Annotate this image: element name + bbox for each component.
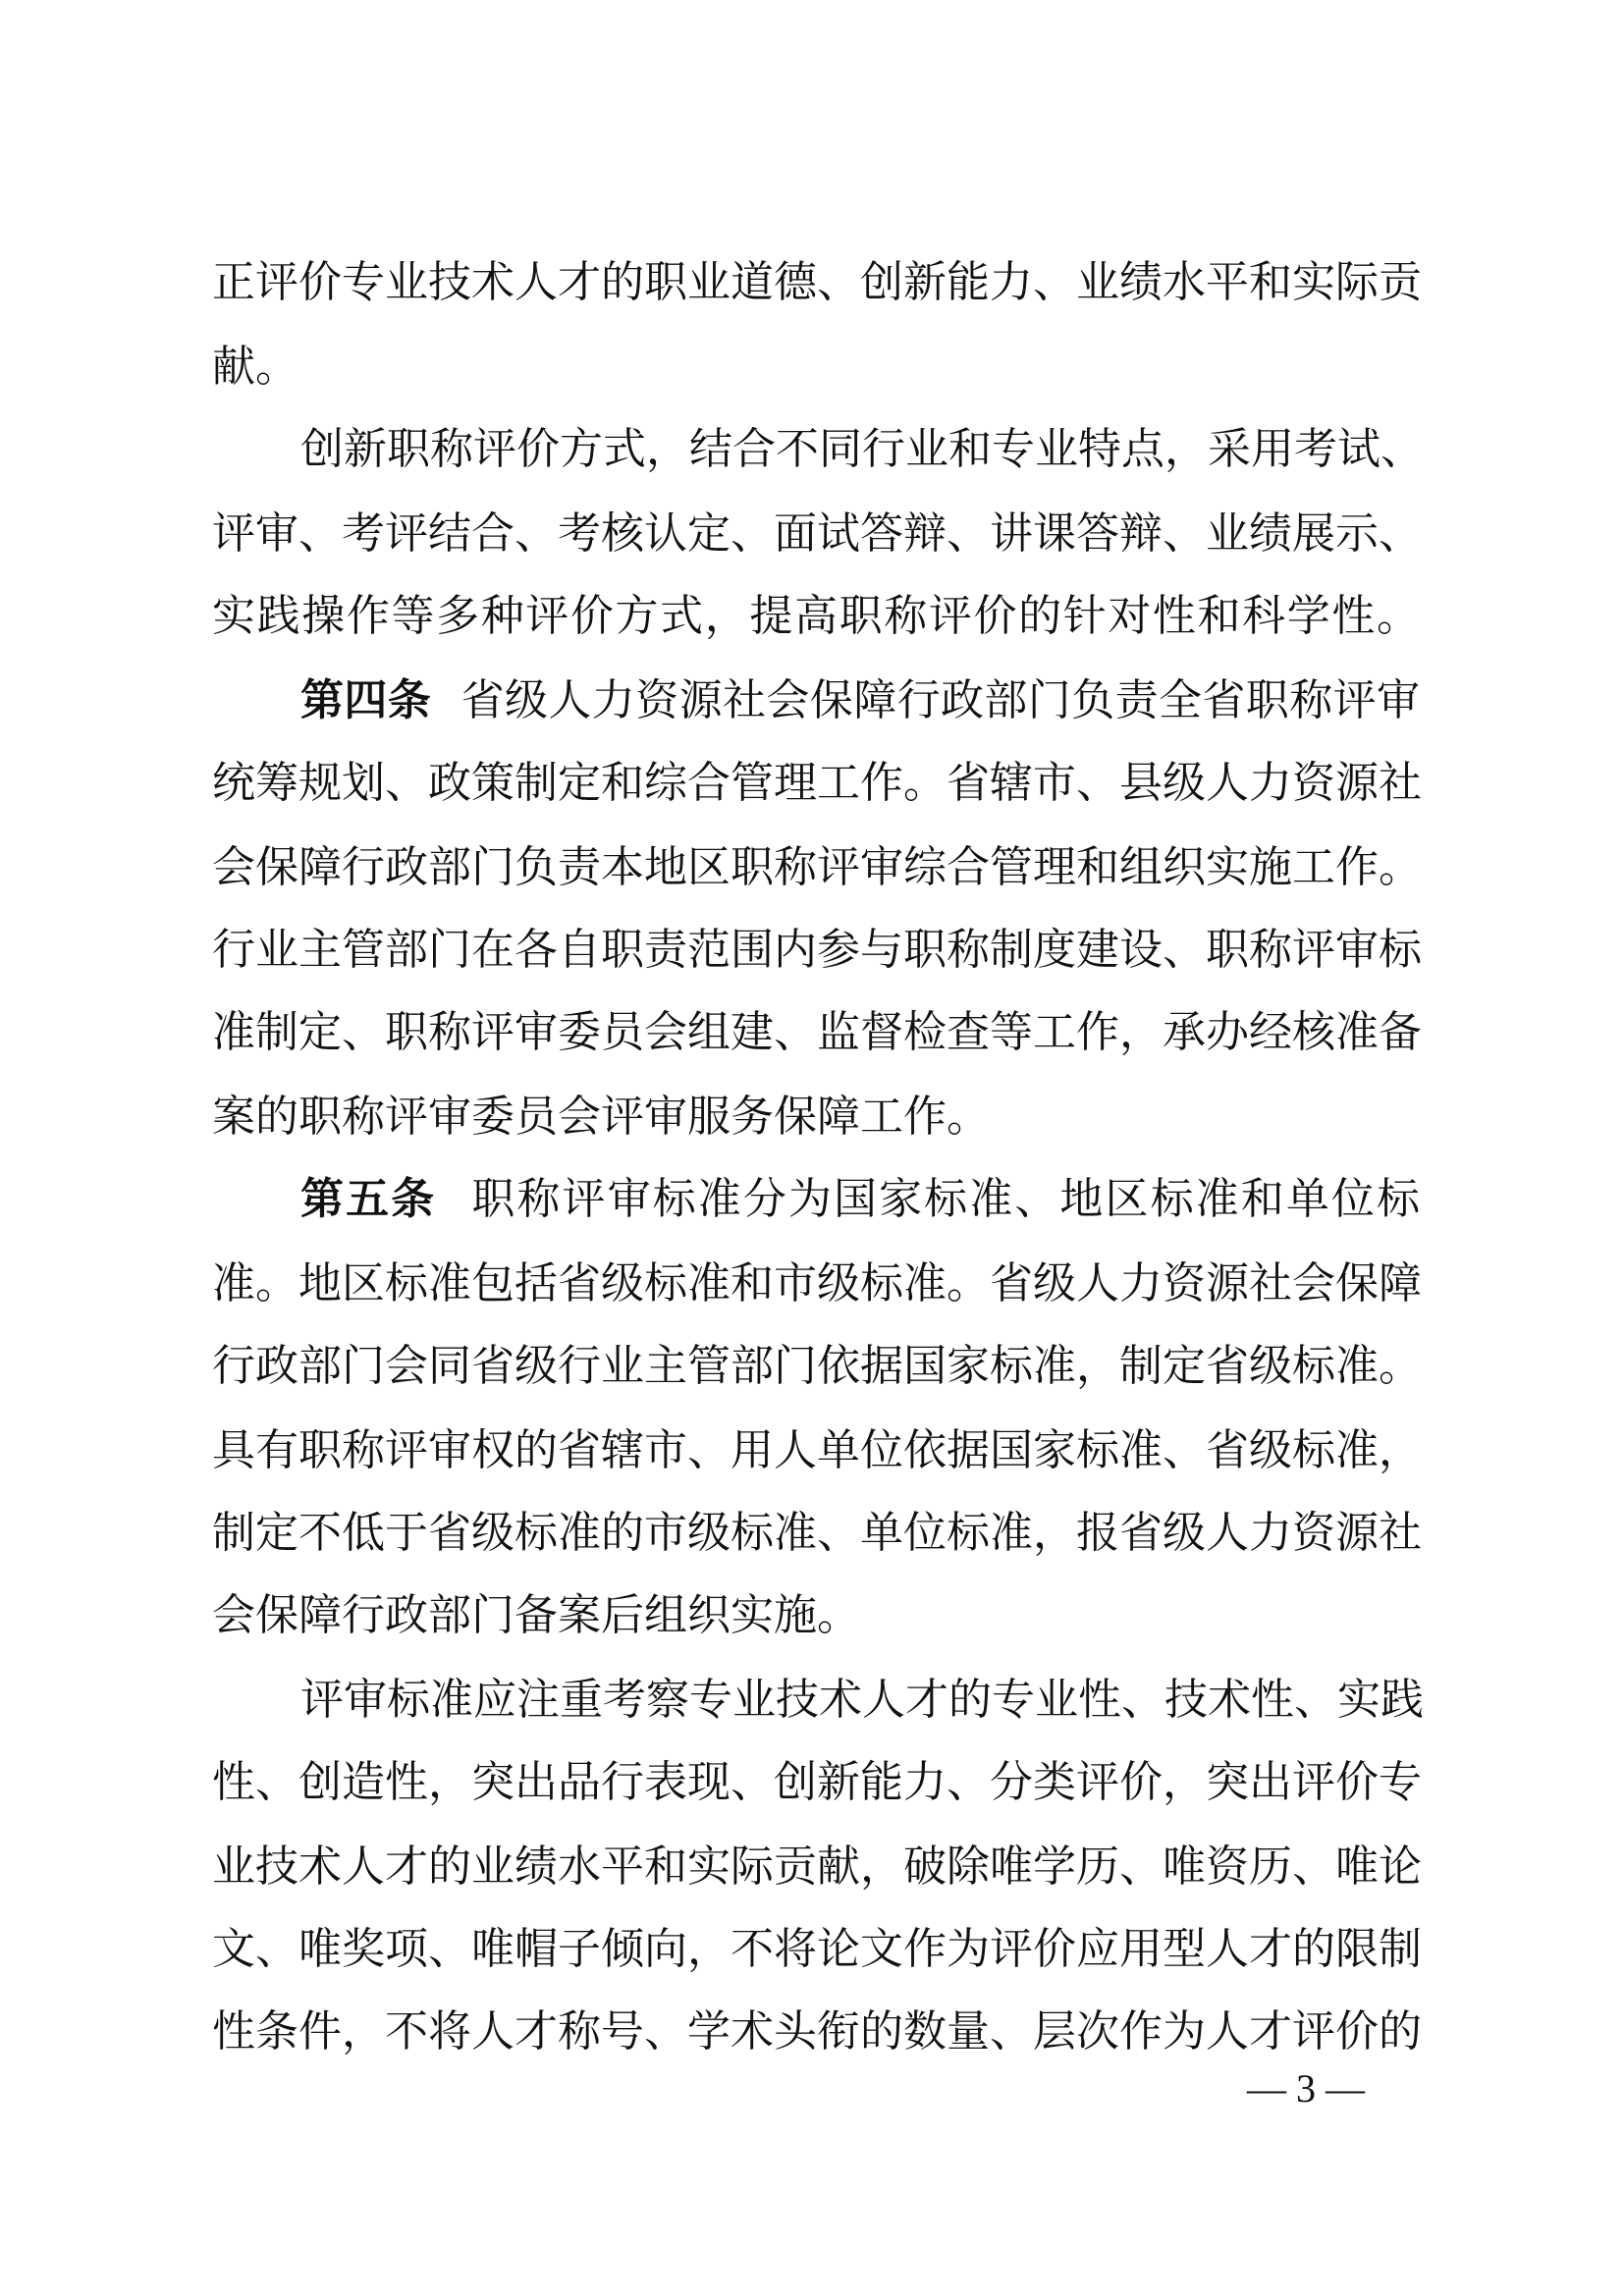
text-line: 会保障行政部门备案后组织实施。 [212,1590,860,1640]
article-heading: 第五条 [300,1174,437,1224]
text-line: 统筹规划、政策制定和综合管理工作。省辖市、县级人力资源社 [212,758,1422,808]
text-line: 创新职称评价方式，结合不同行业和专业特点，采用考试、 [300,424,1424,474]
text-line: 行政部门会同省级行业主管部门依据国家标准，制定省级标准。 [212,1341,1422,1391]
text-line: 准制定、职称评审委员会组建、监督检查等工作，承办经核准备 [212,1007,1422,1057]
text-line: 会保障行政部门负责本地区职称评审综合管理和组织实施工作。 [212,842,1422,892]
text-line: 性、创造性，突出品行表现、创新能力、分类评价，突出评价专 [212,1757,1422,1807]
text-line: 具有职称评审权的省辖市、用人单位依据国家标准、省级标准， [212,1425,1422,1475]
text-line: 正评价专业技术人才的职业道德、创新能力、业绩水平和实际贡 [212,257,1422,307]
page-number: — 3 — [1247,2066,1365,2110]
text-line: 实践操作等多种评价方式，提高职称评价的针对性和科学性。 [212,591,1420,641]
text-line: 行业主管部门在各自职责范围内参与职称制度建设、职称评审标 [212,925,1422,975]
text-line: 制定不低于省级标准的市级标准、单位标准，报省级人力资源社 [212,1508,1422,1558]
text-line: 性条件，不将人才称号、学术头衔的数量、层次作为人才评价的 [212,2006,1422,2056]
article-line [300,1170,1420,1229]
text-line: 准。地区标准包括省级标准和市级标准。省级人力资源社会保障 [212,1258,1422,1308]
text-segment: 省级人力资源社会保障行政部门负责全省职称评审 [460,675,1421,725]
text-line: 评审、考评结合、考核认定、面试答辩、讲课答辩、业绩展示、 [212,508,1422,559]
text-line: 文、唯奖项、唯帽子倾向，不将论文作为评价应用型人才的限制 [212,1924,1422,1974]
text-line: 案的职称评审委员会评审服务保障工作。 [212,1092,990,1142]
text-segment: 职称评审标准分为国家标准、地区标准和单位标 [469,1174,1420,1224]
text-line: 献。 [212,342,298,392]
text-line: 评审标准应注重考察专业技术人才的专业性、技术性、实践 [300,1675,1424,1725]
article-line [300,671,1420,730]
text-line: 业技术人才的业绩水平和实际贡献，破除唯学历、唯资历、唯论 [212,1842,1422,1892]
article-heading: 第四条 [300,675,432,725]
